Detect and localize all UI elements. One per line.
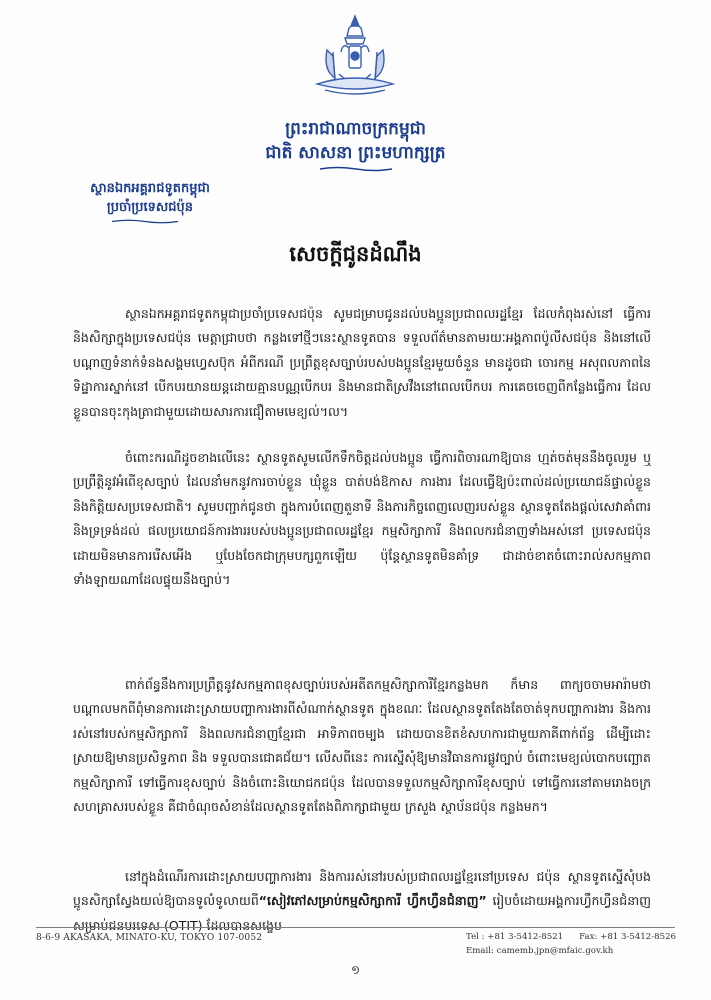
handbook-title: “សៀវភៅសម្រាប់កម្មសិក្សាការី ហ្វឹកហ្វឺនជំនាញ” — [258, 893, 487, 909]
embassy-name: ស្ថានឯកអគ្គរាជទូតកម្ពុជា — [90, 181, 210, 196]
document-title: សេចក្តីជូនដំណឹង — [289, 241, 422, 266]
page-number: ១ — [350, 963, 361, 977]
header-ornament-icon — [318, 166, 394, 172]
paragraph-4-tail: រៀបចំដោយអង្គការហ្វឹកហ្វឺនជំនាញសម្រាប់ជនបរទេស (OTIT) ដែលបានសង្ខេប — [73, 893, 652, 933]
footer-address: 8-6-9 AKASAKA, MINATO-KU, TOKYO 107-0052 — [36, 933, 263, 943]
kingdom-name: ព្រះរាជាណាចក្រកម្ពុជា — [285, 119, 426, 139]
royal-coat-of-arms-icon — [305, 12, 405, 100]
paragraph-4-text: នៅក្នុងដំណើរការដោះស្រាយបញ្ហាការងារ និងការរស់នៅរបស់ប្រជាពលរដ្ឋខ្មែរនៅប្រទេស ជប៉ុន ស្ថានទូតស្នើសុំបងប្អូនសិក្សាស្វែងយល់ឱ្យបានទូលំទូលាយពី — [73, 868, 651, 909]
paragraph-2: ចំពោះករណីដូចខាងលើនេះ ស្ថានទូតសូមលើកទឹកចិត្តដល់បងប្អូន ធ្វើការពិចារណាឱ្យបាន ហ្មត់ចត់មុននឹងចូលរួម ឬប្រព្រឹត្តិនូវអំពើខុសច្បាប់ ដែលនាំមកនូវការចាប់ខ្លួន ឃុំខ្លួន បាត់បង់ឱកាស ការងារ ដែលធ្វើឱ្យប៉ះពាល់ដល់ប្រយោជន៍ផ្ទាល់ខ្លួន និងកិត្តិយសប្រទេសជាតិ។ សូមបញ្ជាក់ជូនថា ក្នុងការបំពេញតួនាទី និងភារកិច្ចពេញលេញរបស់ខ្លួន ស្ថានទូតតែងផ្តល់សេវាគាំពារ និងទ្រទ្រង់ដល់ ផលប្រយោជន៍ការងាររបស់បងប្អូនប្រជាពលរដ្ឋខ្មែរ កម្មសិក្សាការី និងពលករជំនាញទាំងអស់នៅ ប្រទេសជប៉ុន ដោយមិនមានការរើសអើង ឬបែងចែកជាក្រុមបក្សពួកឡើយ ប៉ុន្តែស្ថានទូតមិនគាំទ្រ ជាដាច់ខាតចំពោះរាល់សកម្មភាពទាំងឡាយណាដែលផ្ទុយនឹងច្បាប់។ — [73, 449, 651, 588]
footer-email: Email: camemb.jpn@mfaic.gov.kh — [466, 946, 614, 956]
embassy-ornament-icon — [110, 219, 180, 224]
footer-phone-fax — [466, 932, 676, 942]
footer-divider — [36, 927, 675, 928]
paragraph-3: ពាក់ព័ន្ធនឹងការប្រព្រឹត្តនូវសកម្មភាពខុសច្បាប់របស់អតីតកម្មសិក្សាការីខ្មែរកន្លងមក ក៏មាន ពាក្យចចាមអារ៉ាមថា បណ្តាលមកពីពុំមានការដោះស្រាយបញ្ហាការងារពីសំណាក់ស្ថានទូត ក្នុងខណៈ ដែលស្ថានទូតតែងតែចាត់ទុកបញ្ហាការងារ និងការរស់នៅរបស់កម្មសិក្សាការី និងពលករជំនាញខ្មែរជា អាទិភាពចម្បង ដោយបានខិតខំសហការជាមួយភាគីពាក់ព័ន្ធ ដើម្បីដោះស្រាយឱ្យមានប្រសិទ្ធភាព និង ទទួលបានជោគជ័យ។ លើសពីនេះ ការស្នើសុំឱ្យមានវិធានការផ្លូវច្បាប់ ចំពោះមេខ្យល់បោកបញ្ឆោត កម្មសិក្សាការី ទៅធ្វើការខុសច្បាប់ និងចំពោះនិយោជកជប៉ុន ដែលបានទទួលកម្មសិក្សាការីខុសច្បាប់ ទៅធ្វើការនៅតាមរោងចក្រ សហគ្រាសរបស់ខ្លួន គឺជាចំណុចសំខាន់ដែលស្ថានទូតតែងពិភាក្សាជាមួយ ក្រសួង ស្ថាប័នជប៉ុន កន្លងមក។ — [73, 676, 651, 815]
embassy-location: ប្រចាំប្រទេសជប៉ុន — [106, 200, 194, 215]
kingdom-motto: ជាតិ សាសនា ព្រះមហាក្សត្រ — [265, 143, 446, 163]
footer-fax: Fax: +81 3-5412-8526 — [579, 932, 677, 942]
footer-tel: Tel : +81 3-5412-8521 — [466, 932, 564, 942]
paragraph-1: ស្ថានឯកអគ្គរាជទូតកម្ពុជាប្រចាំប្រទេសជប៉ុន សូមជម្រាបជូនដល់បងប្អូនប្រជាពលរដ្ឋខ្មែរ ដែលកំពុងរស់នៅ ធ្វើការ និងសិក្សាក្នុងប្រទេសជប៉ុន មេត្តាជ្រាបថា កន្លងទៅថ្មីៗនេះស្ថានទូតបាន ទទួលព័ត៌មានតាមរយៈអង្គភាពប៉ូលីសជប៉ុន និងនៅលើបណ្តាញទំនាក់ទំនងសង្គមហ្វេសប៊ុក អំពីករណី ប្រព្រឹត្តខុសច្បាប់របស់បងប្អូនខ្មែរមួយចំនួន មានដូចជា ចោរកម្ម អសុពលភាពនៃទិដ្ឋាការស្នាក់នៅ បើកបរយានយន្តដោយគ្មានបណ្ណបើកបរ និងមានជាតិស្រវឹងនៅពេលបើកបរ ការគេចចេញពីកន្លែងធ្វើការ ដែលខ្លួនបានចុះកុងត្រាជាមួយដោយសារការជឿតាមមេខ្យល់។ល។ — [73, 305, 651, 419]
